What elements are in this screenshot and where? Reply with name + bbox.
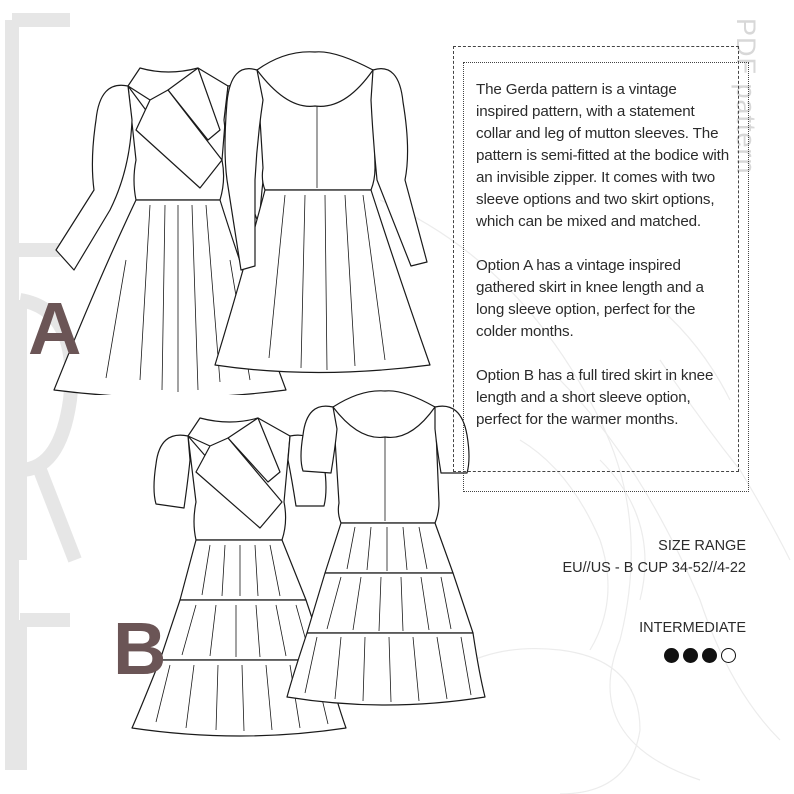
size-range-value: EU//US - B CUP 34-52//4-22 xyxy=(562,560,746,576)
size-range-title: SIZE RANGE xyxy=(658,538,746,554)
dress-a-back-sketch xyxy=(205,40,440,380)
difficulty-dot-filled xyxy=(664,648,679,663)
option-b-label: B xyxy=(113,607,167,690)
description xyxy=(476,79,732,453)
difficulty-label: INTERMEDIATE xyxy=(639,620,746,636)
description-intro: The Gerda pattern is a vintage inspired pattern, with a statement collar and leg of mutton sleeves. The pattern is semi-fitted at the bodice with an invisible zipper. It comes with two sleeve options and two skirt options, which can be mixed and matched. xyxy=(476,81,730,230)
difficulty-dot-filled xyxy=(702,648,717,663)
pdf-pattern-label: PDF pattern xyxy=(731,18,761,175)
difficulty-dot-filled xyxy=(683,648,698,663)
difficulty-dot-empty xyxy=(721,648,736,663)
option-a-label: A xyxy=(28,287,82,370)
difficulty-rating xyxy=(664,648,736,663)
description-option-a: Option A has a vintage inspired gathered skirt in knee length and a long sleeve option, perfect for the colder months. xyxy=(476,257,704,340)
description-option-b: Option B has a full tired skirt in knee length and a short sleeve option, perfect for the warmer months. xyxy=(476,367,714,428)
